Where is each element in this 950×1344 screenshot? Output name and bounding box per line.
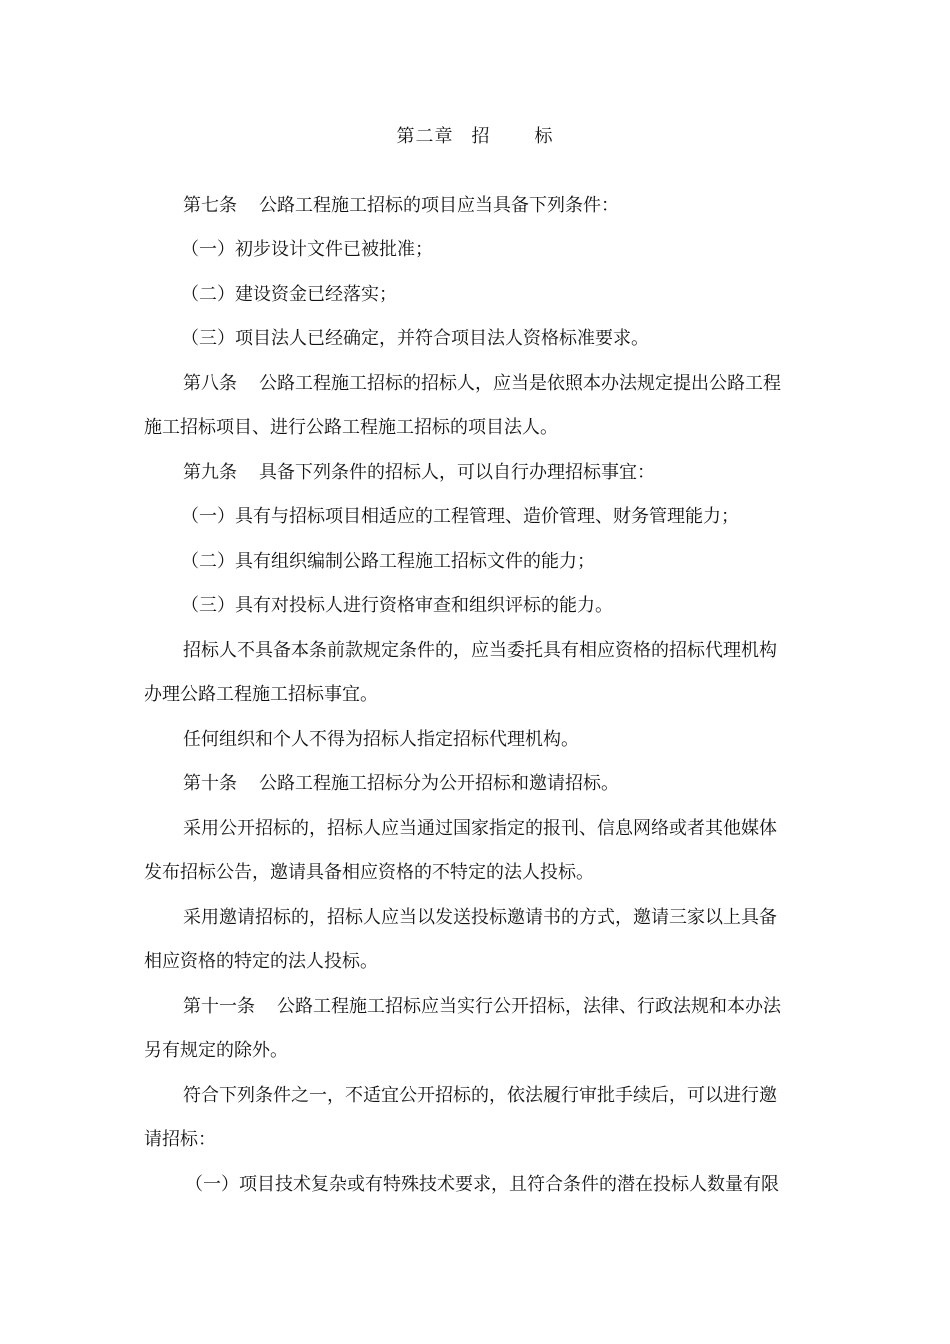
- paragraph-line: 任何组织和个人不得为招标人指定招标代理机构。: [183, 729, 579, 750]
- paragraph-line: 符合下列条件之一，不适宜公开招标的，依法履行审批手续后，可以进行邀: [183, 1085, 777, 1106]
- chapter-number: 第二章: [396, 126, 454, 147]
- article-text: 公路工程施工招标应当实行公开招标，法律、行政法规和本办法: [277, 996, 781, 1017]
- chapter-title-char-1: 招: [471, 126, 491, 147]
- chapter-title: [0, 122, 950, 152]
- article-text: 公路工程施工招标分为公开招标和邀请招标。: [259, 773, 619, 794]
- article-8-heading: [183, 370, 781, 398]
- list-item: （三）具有对投标人进行资格审查和组织评标的能力。: [181, 595, 613, 616]
- article-text: 具备下列条件的招标人，可以自行办理招标事宜：: [259, 462, 655, 483]
- paragraph-line: 相应资格的特定的法人投标。: [144, 951, 378, 972]
- paragraph-line: 施工招标项目、进行公路工程施工招标的项目法人。: [144, 417, 558, 438]
- article-7-heading: [183, 192, 619, 220]
- article-9-heading: [183, 459, 655, 487]
- chapter-title-char-2: 标: [534, 126, 554, 147]
- article-text: 公路工程施工招标的项目应当具备下列条件：: [259, 195, 619, 216]
- paragraph-line: 另有规定的除外。: [144, 1040, 288, 1061]
- article-11-heading: [183, 993, 781, 1021]
- article-text: 公路工程施工招标的招标人，应当是依照本办法规定提出公路工程: [259, 373, 781, 394]
- article-number: 第九条: [183, 462, 237, 483]
- paragraph-line: 发布招标公告，邀请具备相应资格的不特定的法人投标。: [144, 862, 594, 883]
- list-item: （一）项目技术复杂或有特殊技术要求，且符合条件的潜在投标人数量有限: [185, 1174, 779, 1195]
- list-item: （二）建设资金已经落实；: [181, 284, 397, 305]
- list-item: （一）初步设计文件已被批准；: [181, 239, 433, 260]
- list-item: （二）具有组织编制公路工程施工招标文件的能力；: [181, 551, 595, 572]
- paragraph-line: 招标人不具备本条前款规定条件的，应当委托具有相应资格的招标代理机构: [183, 640, 777, 661]
- article-10-heading: [183, 770, 619, 798]
- paragraph-line: 办理公路工程施工招标事宜。: [144, 684, 378, 705]
- paragraph-line: 采用公开招标的，招标人应当通过国家指定的报刊、信息网络或者其他媒体: [183, 818, 777, 839]
- list-item: （三）项目法人已经确定，并符合项目法人资格标准要求。: [181, 328, 649, 349]
- paragraph-line: 请招标：: [144, 1129, 216, 1150]
- article-number: 第七条: [183, 195, 237, 216]
- article-number: 第十条: [183, 773, 237, 794]
- article-number: 第八条: [183, 373, 237, 394]
- article-number: 第十一条: [183, 996, 255, 1017]
- paragraph-line: 采用邀请招标的，招标人应当以发送投标邀请书的方式，邀请三家以上具备: [183, 907, 777, 928]
- list-item: （一）具有与招标项目相适应的工程管理、造价管理、财务管理能力；: [181, 506, 739, 527]
